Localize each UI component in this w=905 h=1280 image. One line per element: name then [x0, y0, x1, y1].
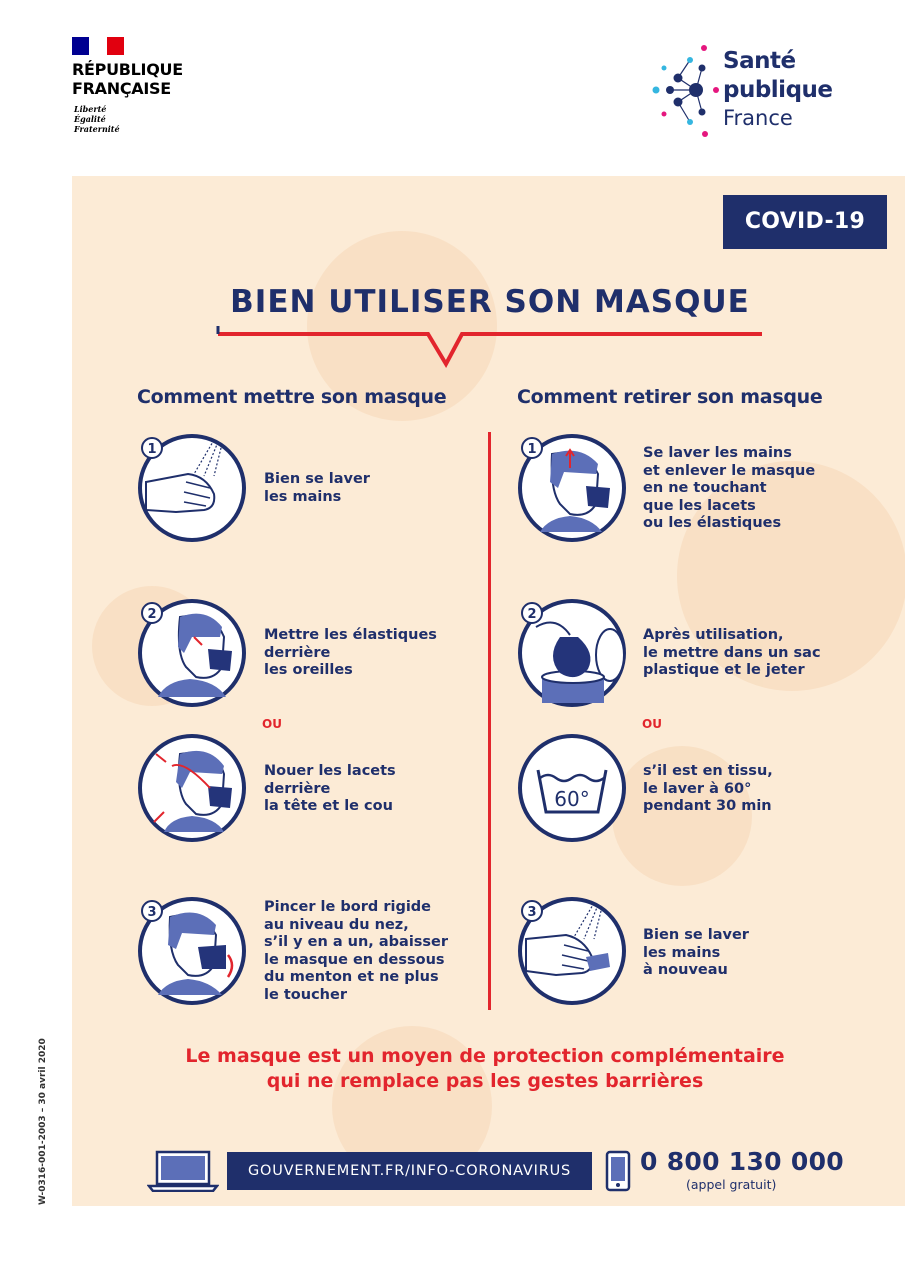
heading-put-on-mask: Comment mettre son masque: [137, 386, 447, 408]
hotline-number[interactable]: 0 800 130 000: [640, 1147, 844, 1176]
step-number: 2: [147, 607, 157, 622]
republique-line: RÉPUBLIQUE: [72, 60, 183, 79]
wash-hands-icon: [136, 432, 248, 544]
hotline-free-call-note: (appel gratuit): [686, 1177, 777, 1192]
motto-fraternite: Fraternité: [74, 124, 120, 134]
or-separator: OU: [262, 717, 282, 731]
tie-laces-icon: [136, 732, 248, 844]
sp-line-france: France: [723, 106, 793, 130]
sante-publique-network-icon: [650, 38, 725, 142]
motto-egalite: Égalité: [74, 114, 106, 124]
remove-mask-icon: [516, 432, 628, 544]
info-coronavirus-link[interactable]: GOUVERNEMENT.FR/INFO-CORONAVIRUS: [227, 1152, 592, 1190]
step-number: 1: [147, 442, 157, 457]
step-text: Bien se laver les mains à nouveau: [643, 927, 749, 978]
speech-bubble-underline: [210, 322, 770, 377]
republique-francaise-title: [72, 60, 183, 98]
french-flag-logo: [72, 37, 124, 55]
document-reference-code: W-0316-001-2003 – 30 avril 2020: [38, 1038, 48, 1205]
heading-remove-mask: Comment retirer son masque: [517, 386, 823, 408]
laptop-icon: [147, 1150, 219, 1192]
step-text: Bien se laver les mains: [264, 471, 370, 505]
sp-line-publique: publique: [723, 77, 833, 103]
sante-publique-france-wordmark: [723, 47, 833, 132]
sp-line-sante: Santé: [723, 48, 796, 74]
step-text: Après utilisation, le mettre dans un sac plastique et le jeter: [643, 627, 821, 678]
step-number: 3: [527, 905, 537, 920]
step-text: Mettre les élastiques derrière les oreilles: [264, 627, 437, 678]
step-text: Pincer le bord rigide au niveau du nez, s’il y en a un, abaisser le masque en dessous du menton et ne plus le toucher: [264, 899, 449, 1003]
wash-60-degrees-icon: [516, 732, 628, 844]
page-title: BIEN UTILISER SON MASQUE: [230, 284, 750, 320]
motto-liberte: Liberté: [74, 104, 107, 114]
note-line-1: Le masque est un moyen de protection complémentaire: [185, 1045, 785, 1067]
elastic-ears-icon: [136, 597, 248, 709]
step-number: 3: [147, 905, 157, 920]
step-number: 1: [527, 442, 537, 457]
step-text: Nouer les lacets derrière la tête et le cou: [264, 763, 396, 814]
note-line-2: qui ne remplace pas les gestes barrières: [266, 1070, 704, 1092]
step-text: s’il est en tissu, le laver à 60° pendant 30 min: [643, 763, 773, 814]
bin-bag-icon: [516, 597, 628, 709]
column-divider: [488, 432, 491, 1010]
or-separator: OU: [642, 717, 662, 731]
wash-hands-again-icon: [516, 895, 628, 1007]
covid-19-badge: COVID-19: [723, 195, 887, 249]
francaise-line: FRANÇAISE: [72, 79, 171, 98]
phone-icon: [604, 1150, 632, 1192]
temperature-label: 60°: [554, 787, 590, 811]
republic-motto: [74, 104, 120, 134]
complementary-protection-note: [120, 1044, 850, 1094]
step-number: 2: [527, 607, 537, 622]
step-text: Se laver les mains et enlever le masque en ne touchant que les lacets ou les élastiques: [643, 445, 816, 531]
pinch-nose-icon: [136, 895, 248, 1007]
